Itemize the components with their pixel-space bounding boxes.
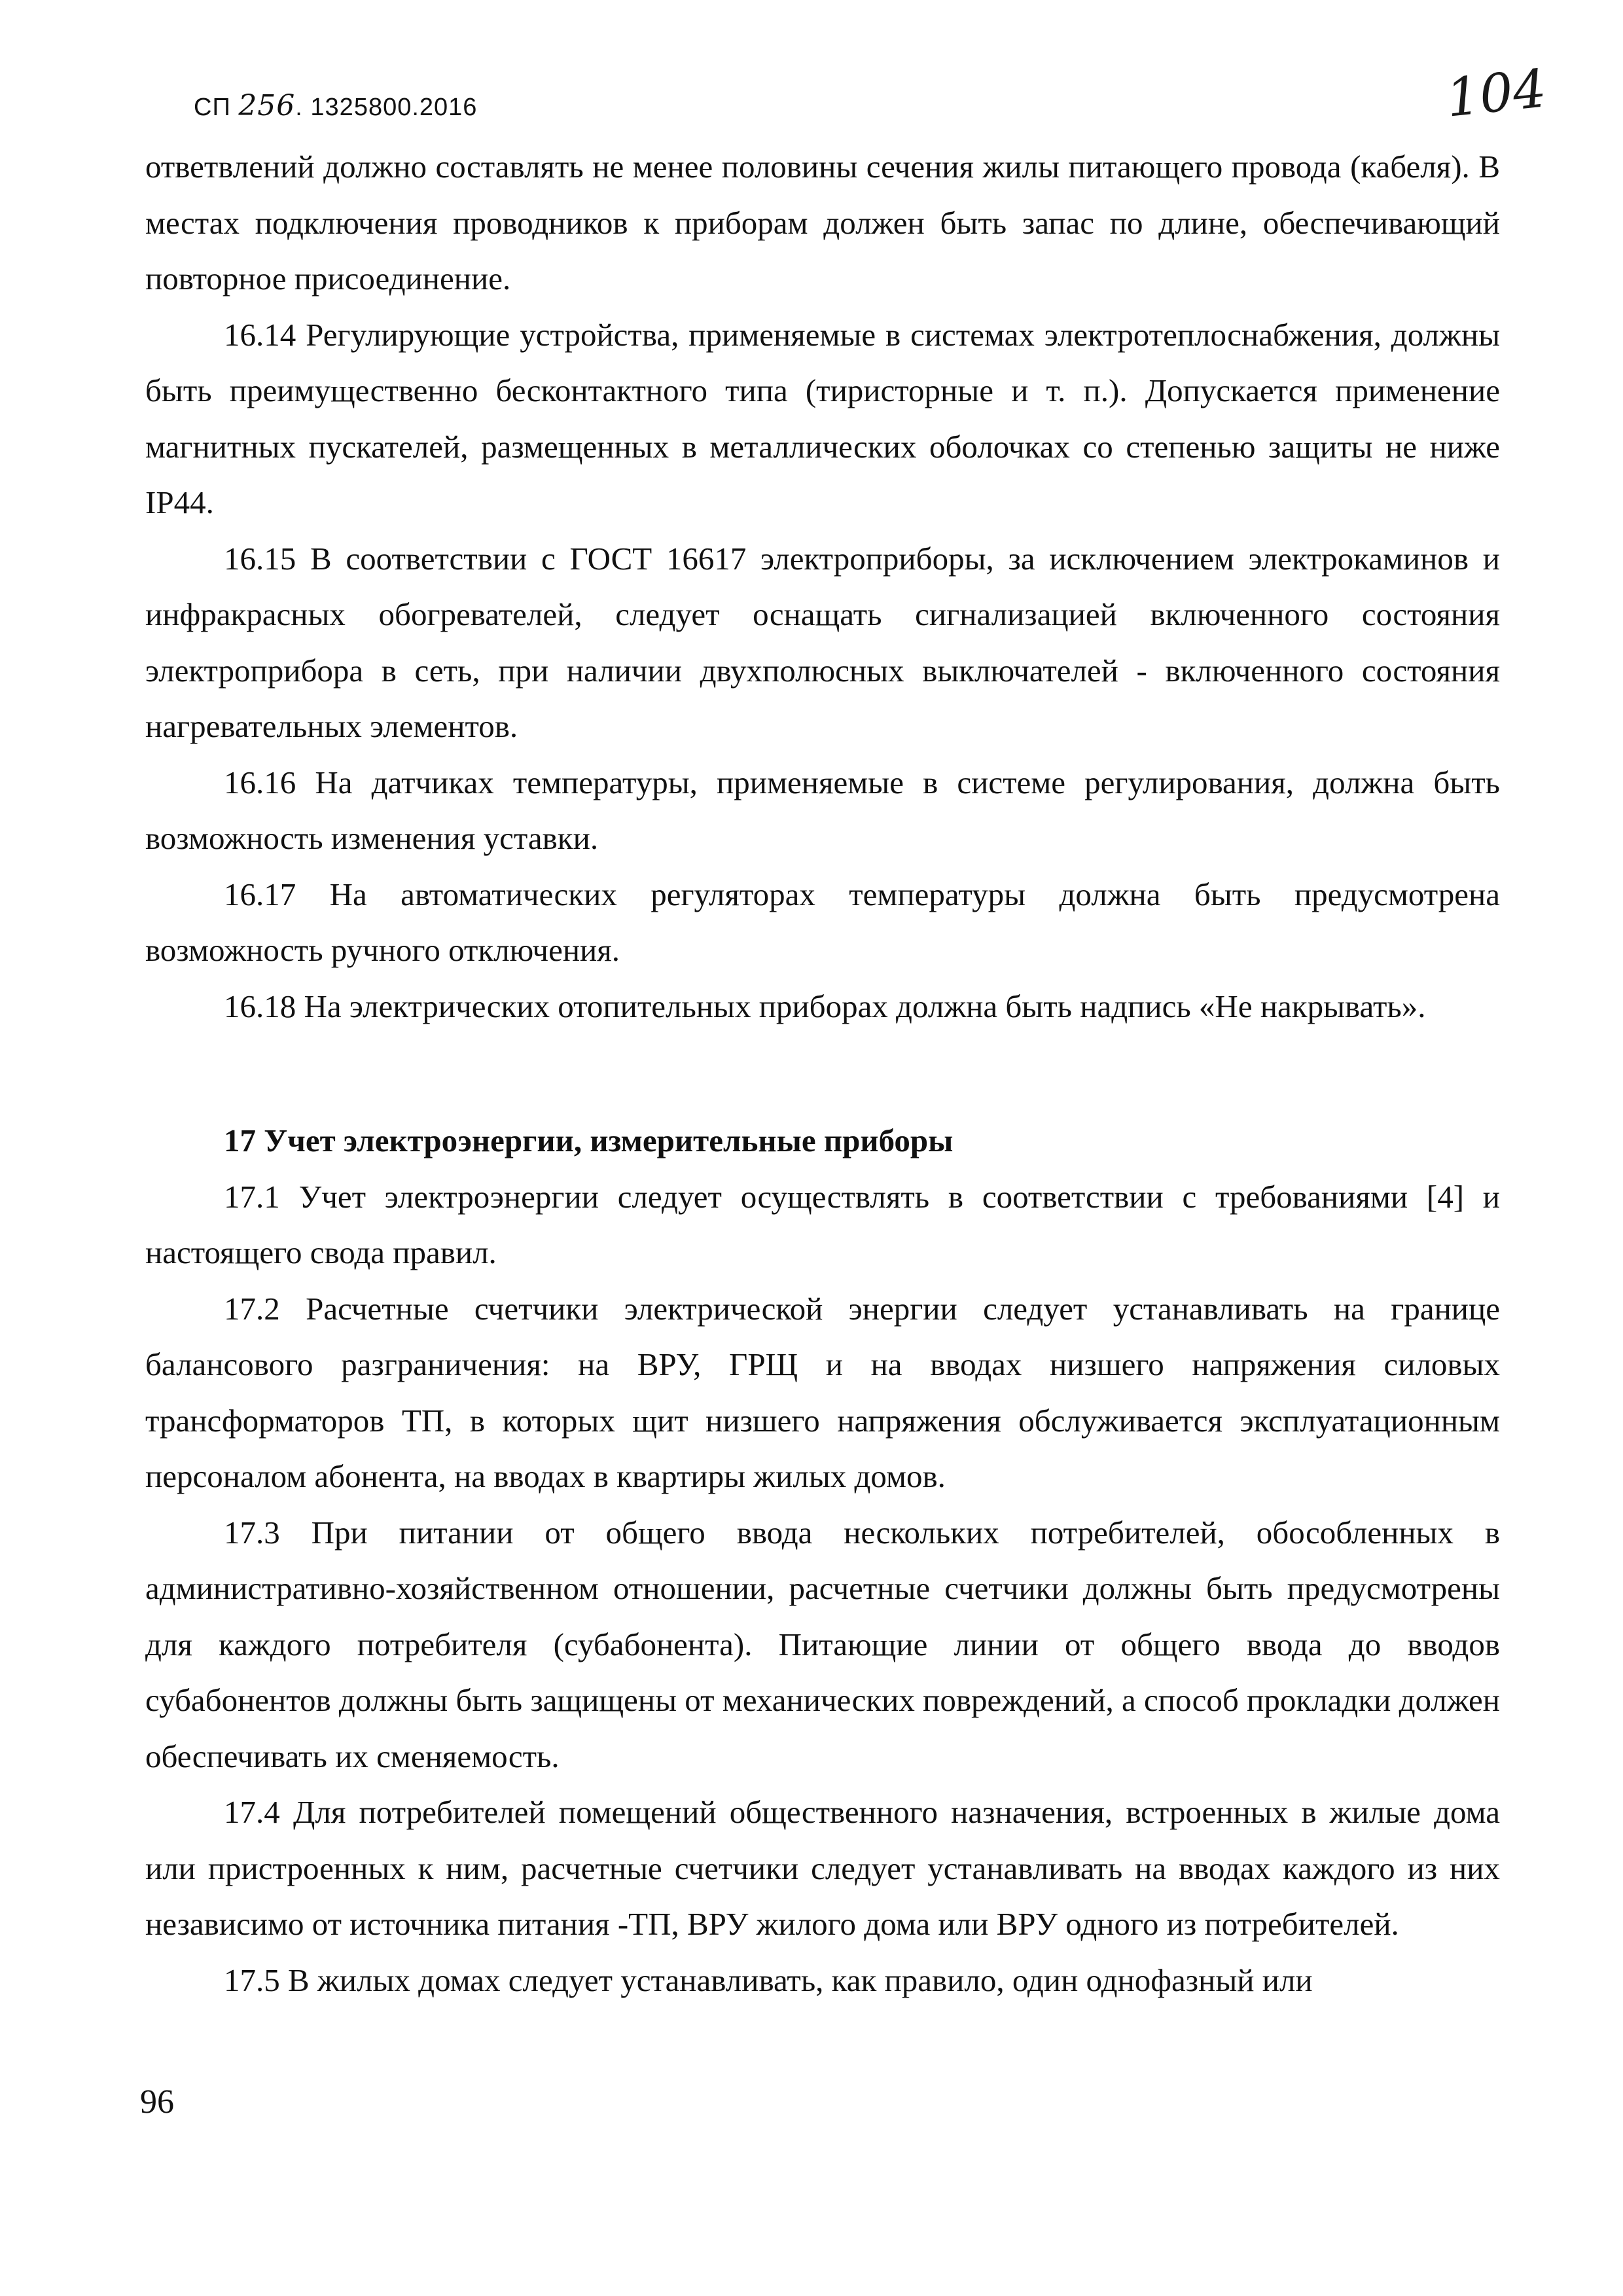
paragraph-16-18: 16.18 На электрических отопительных приборах должна быть надпись «Не накрывать». — [224, 988, 1426, 1024]
handwritten-sheet-number: 104 — [1443, 58, 1550, 129]
document-body — [145, 139, 1500, 2008]
document-code — [194, 89, 477, 122]
section-17-heading: 17 Учет электроэнергии, измерительные приборы — [224, 1122, 954, 1158]
paragraph-16-17: 16.17 На автоматических регуляторах температуры должна быть предусмотрена возможность ручного отключения. — [145, 876, 1500, 968]
paragraph-16-15: 16.15 В соответствии с ГОСТ 16617 электроприборы, за исключением электрокаминов и инфракрасных обогревателей, следует оснащать сигнализацией включенного состояния электроприбора в сеть, при наличии двухполюсных выключателей - включенного состояния нагревательных элементов. — [145, 540, 1500, 744]
paragraph-17-3: 17.3 При питании от общего ввода нескольких потребителей, обособленных в административно-хозяйственном отношении, расчетные счетчики должны быть предусмотрены для каждого потребителя (субабонента). Питающие линии от общего ввода до вводов субабонентов должны быть защищены от механических повреждений, а способ прокладки должен обеспечивать их сменяемость. — [145, 1514, 1500, 1774]
paragraph-17-1: 17.1 Учет электроэнергии следует осуществлять в соответствии с требованиями [4] и настоящего свода правил. — [145, 1178, 1500, 1270]
paragraph-17-2: 17.2 Расчетные счетчики электрической энергии следует устанавливать на границе балансового разграничения: на ВРУ, ГРЩ и на вводах низшего напряжения силовых трансформаторов ТП, в которых щит низшего напряжения обслуживается эксплуатационным персоналом абонента, на вводах в квартиры жилых домов. — [145, 1290, 1500, 1494]
document-code-suffix: . 1325800.2016 — [295, 94, 478, 121]
document-code-handwritten-number: 256 — [238, 89, 296, 122]
paragraph-17-4: 17.4 Для потребителей помещений общественного назначения, встроенных в жилые дома или пристроенных к ним, расчетные счетчики следует устанавливать на вводах каждого из них независимо от источника питания -ТП, ВРУ жилого дома или ВРУ одного из потребителей. — [145, 1794, 1500, 1942]
document-code-prefix: СП — [194, 94, 239, 121]
page-number: 96 — [140, 2083, 174, 2121]
paragraph-continued: ответвлений должно составлять не менее половины сечения жилы питающего провода (кабеля). В местах подключения проводников к приборам должен быть запас по длине, обеспечивающий повторное присоединение. — [145, 149, 1500, 296]
paragraph-17-5: 17.5 В жилых домах следует устанавливать, как правило, один однофазный или — [224, 1962, 1313, 1998]
paragraph-16-16: 16.16 На датчиках температуры, применяемые в системе регулирования, должна быть возможность изменения уставки. — [145, 764, 1500, 856]
paragraph-16-14: 16.14 Регулирующие устройства, применяемые в системах электротеплоснабжения, должны быть преимущественно бесконтактного типа (тиристорные и т. п.). Допускается применение магнитных пускателей, размещенных в металлических оболочках со степенью защиты не ниже IP44. — [145, 316, 1500, 520]
